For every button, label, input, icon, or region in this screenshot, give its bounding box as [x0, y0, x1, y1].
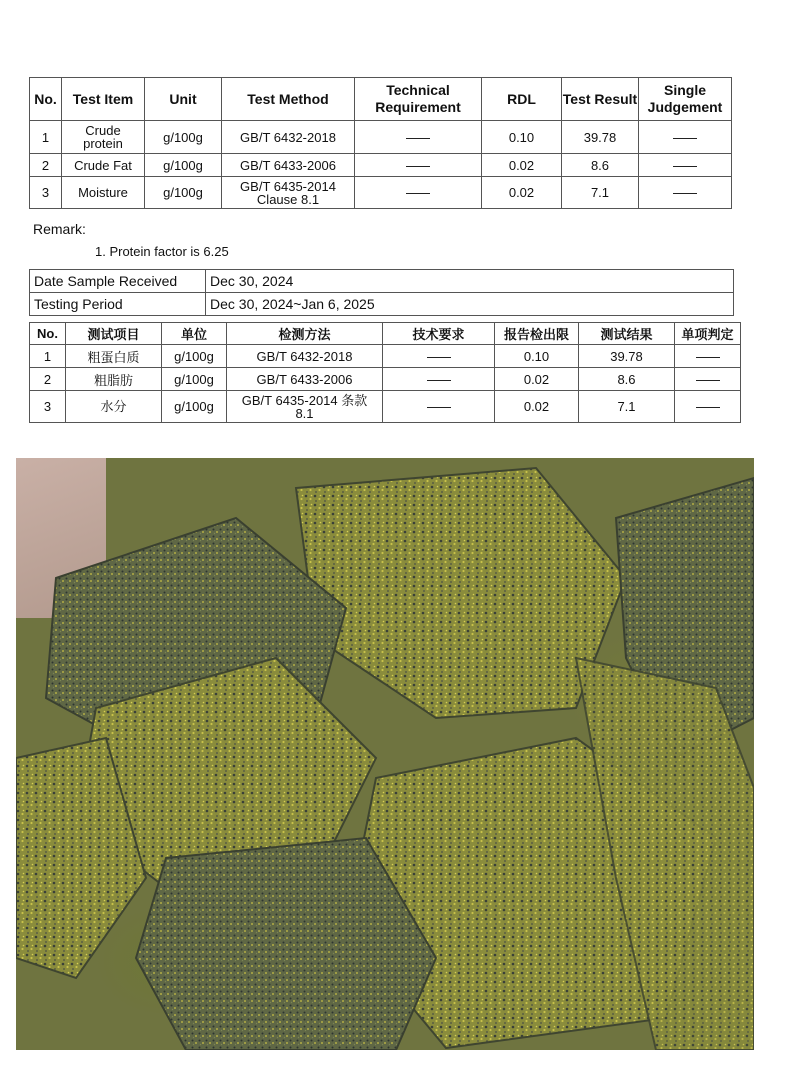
dash-mark	[427, 407, 451, 408]
header-rdl: RDL	[482, 78, 562, 121]
cell-rdl: 0.10	[495, 345, 579, 368]
header-no: No.	[30, 78, 62, 121]
header-test-method: 检测方法	[227, 323, 383, 345]
testing-period-label: Testing Period	[30, 293, 206, 316]
cell-no: 1	[30, 345, 66, 368]
table-row	[30, 121, 732, 154]
remark-item: 1. Protein factor is 6.25	[95, 244, 229, 259]
cell-item: Crude Fat	[62, 154, 145, 177]
header-rdl: 报告检出限	[495, 323, 579, 345]
cell-result: 8.6	[579, 368, 675, 391]
cell-no: 3	[30, 391, 66, 423]
cell-unit: g/100g	[145, 121, 222, 154]
cell-rdl: 0.02	[482, 177, 562, 209]
dash-mark	[696, 407, 720, 408]
cell-result: 39.78	[562, 121, 639, 154]
cell-rdl: 0.02	[495, 391, 579, 423]
cell-method: GB/T 6433-2006	[222, 154, 355, 177]
header-test-result: Test Result	[562, 78, 639, 121]
cell-result: 8.6	[562, 154, 639, 177]
cell-result: 39.78	[579, 345, 675, 368]
cell-method: GB/T 6433-2006	[227, 368, 383, 391]
header-single-judgement: Single Judgement	[639, 78, 732, 121]
cell-result: 7.1	[562, 177, 639, 209]
header-technical-requirement: Technical Requirement	[355, 78, 482, 121]
cell-judgement	[639, 121, 732, 154]
cell-rdl: 0.02	[482, 154, 562, 177]
dash-mark	[427, 380, 451, 381]
table-row	[30, 345, 741, 368]
info-row-period	[30, 293, 734, 316]
cell-requirement	[355, 177, 482, 209]
cell-method: GB/T 6435-2014 Clause 8.1	[222, 177, 355, 209]
cake-pieces-illustration	[16, 458, 754, 1050]
cell-unit: g/100g	[145, 154, 222, 177]
cell-judgement	[675, 345, 741, 368]
cell-result: 7.1	[579, 391, 675, 423]
cell-requirement	[383, 345, 495, 368]
cell-judgement	[639, 177, 732, 209]
cell-method: GB/T 6435-2014 条款 8.1	[227, 391, 383, 423]
remark-label: Remark:	[33, 221, 86, 237]
testing-period-value: Dec 30, 2024~Jan 6, 2025	[206, 293, 734, 316]
header-test-item: 测试项目	[66, 323, 162, 345]
cell-no: 2	[30, 154, 62, 177]
header-single-judgement: 单项判定	[675, 323, 741, 345]
cell-judgement	[639, 154, 732, 177]
cell-item: 水分	[66, 391, 162, 423]
header-unit: Unit	[145, 78, 222, 121]
cell-rdl: 0.10	[482, 121, 562, 154]
dash-mark	[406, 166, 430, 167]
cell-unit: g/100g	[162, 345, 227, 368]
cell-judgement	[675, 368, 741, 391]
dash-mark	[406, 138, 430, 139]
dash-mark	[673, 166, 697, 167]
cell-unit: g/100g	[145, 177, 222, 209]
dash-mark	[673, 138, 697, 139]
cell-item: 粗蛋白质	[66, 345, 162, 368]
table-row	[30, 391, 741, 423]
dash-mark	[696, 357, 720, 358]
table-row	[30, 368, 741, 391]
cell-no: 1	[30, 121, 62, 154]
header-test-method: Test Method	[222, 78, 355, 121]
dash-mark	[427, 357, 451, 358]
cell-method: GB/T 6432-2018	[222, 121, 355, 154]
cake-piece	[296, 468, 626, 718]
info-row-date	[30, 270, 734, 293]
date-received-value: Dec 30, 2024	[206, 270, 734, 293]
sample-info-table	[29, 269, 734, 316]
dash-mark	[696, 380, 720, 381]
header-test-result: 测试结果	[579, 323, 675, 345]
cell-no: 2	[30, 368, 66, 391]
cell-unit: g/100g	[162, 391, 227, 423]
table-row	[30, 154, 732, 177]
cell-method: GB/T 6432-2018	[227, 345, 383, 368]
header-no: No.	[30, 323, 66, 345]
table-row	[30, 177, 732, 209]
dash-mark	[673, 193, 697, 194]
date-received-label: Date Sample Received	[30, 270, 206, 293]
header-technical-requirement: 技术要求	[383, 323, 495, 345]
cell-item: 粗脂肪	[66, 368, 162, 391]
cell-item: Crude protein	[62, 121, 145, 154]
cell-requirement	[383, 368, 495, 391]
dash-mark	[406, 193, 430, 194]
header-test-item: Test Item	[62, 78, 145, 121]
product-photo	[16, 458, 754, 1050]
cell-requirement	[355, 154, 482, 177]
cell-item: Moisture	[62, 177, 145, 209]
cell-unit: g/100g	[162, 368, 227, 391]
cell-rdl: 0.02	[495, 368, 579, 391]
table-header-row	[30, 323, 741, 345]
cell-requirement	[355, 121, 482, 154]
cell-requirement	[383, 391, 495, 423]
results-table-cn	[29, 322, 741, 423]
header-unit: 单位	[162, 323, 227, 345]
results-table-en	[29, 77, 732, 209]
table-header-row	[30, 78, 732, 121]
cell-judgement	[675, 391, 741, 423]
cell-no: 3	[30, 177, 62, 209]
